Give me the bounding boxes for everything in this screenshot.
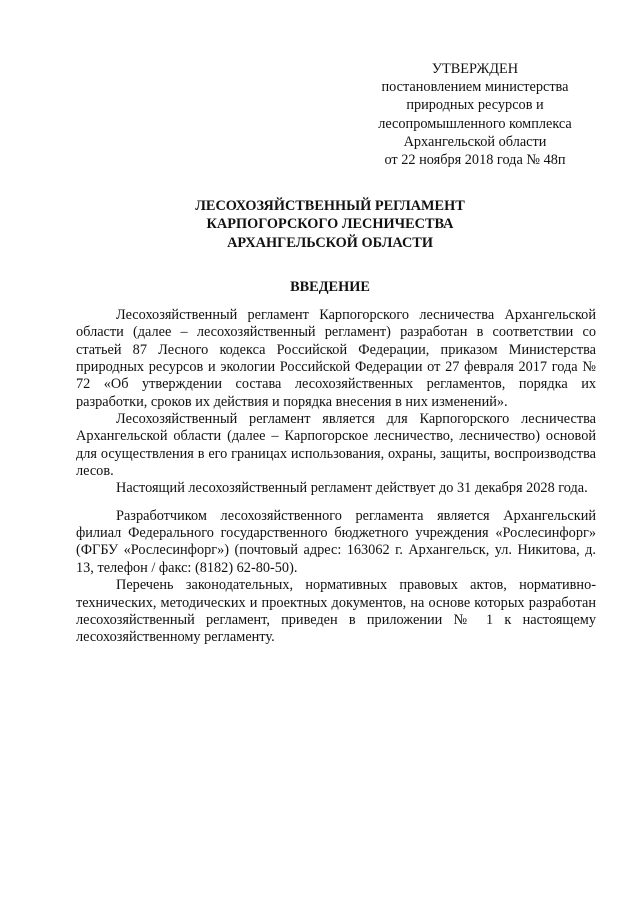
approval-line: Архангельской области — [403, 133, 547, 150]
title-line: ЛЕСОХОЗЯЙСТВЕННЫЙ РЕГЛАМЕНТ — [195, 198, 465, 214]
approval-stamp — [355, 60, 595, 169]
approval-line: от 22 ноября 2018 года № 48п — [384, 152, 566, 169]
approval-line: постановлением министерства — [381, 79, 569, 96]
paragraph: Настоящий лесохозяйственный регламент действует до 31 декабря 2028 года. — [116, 480, 588, 497]
approval-line: лесопромышленного комплекса — [378, 115, 572, 132]
paragraph: Лесохозяйственный регламент является для Карпогорского лесничества Архангельской области (далее – Карпогорское лесничество, лесничество) основой для осуществления в его границах использования, охраны, защиты, воспроизводства лесов. — [76, 411, 596, 480]
section-heading: ВВЕДЕНИЕ — [290, 279, 370, 295]
approval-line: УТВЕРЖДЕН — [431, 61, 519, 77]
body-text — [76, 307, 596, 647]
paragraph: Перечень законодательных, нормативных правовых актов, нормативно-технических, методических и проектных документов, на основе которых разработан лесохозяйственный регламент, приведен в приложении № 1 к настоящему лесохозяйственному регламенту. — [76, 577, 596, 646]
title-line: КАРПОГОРСКОГО ЛЕСНИЧЕСТВА — [206, 216, 454, 233]
title-line: АРХАНГЕЛЬСКОЙ ОБЛАСТИ — [227, 234, 433, 251]
paragraph: Разработчиком лесохозяйственного регламента является Архангельский филиал Федерального государственного бюджетного учреждения «Рослесинфорг» (ФГБУ «Рослесинфорг») (почтовый адрес: 163062 г. Архангельск, ул. Никитова, д. 13, телефон / факс: (8182) 62-80-50). — [76, 507, 596, 576]
paragraph: Лесохозяйственный регламент Карпогорского лесничества Архангельской области (далее – лесохозяйственный регламент) разработан в соответствии со статьей 87 Лесного кодекса Российской Федерации, приказом Министерства природных ресурсов и экологии Российской Федерации от 27 февраля 2017 года № 72 «Об утверждении состава лесохозяйственных регламентов, порядка их разработки, сроков их действия и порядка внесения в них изменений». — [76, 307, 596, 410]
approval-line: природных ресурсов и — [406, 97, 544, 114]
document-title — [80, 197, 580, 252]
